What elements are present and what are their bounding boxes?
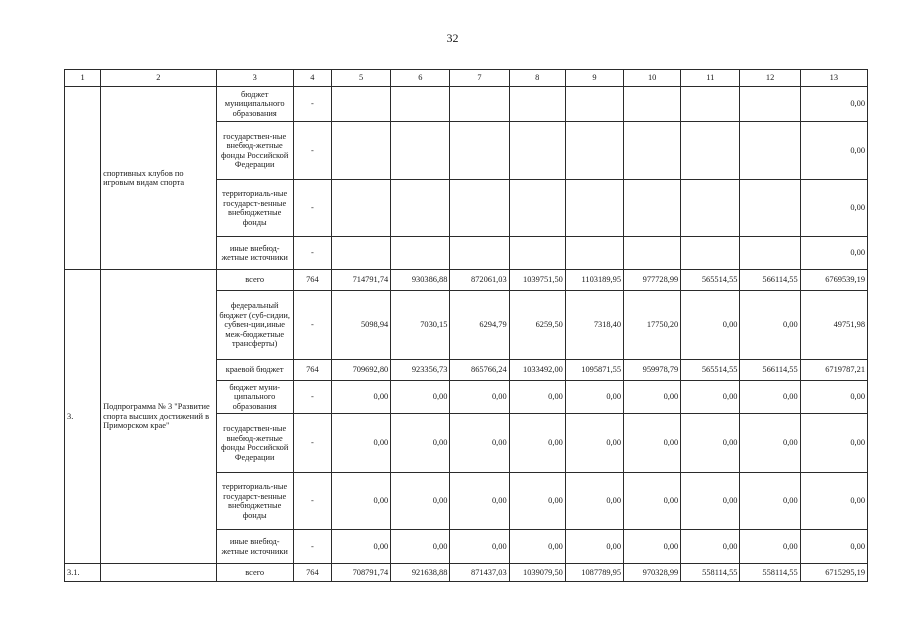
value-cell: 0,00 xyxy=(450,473,509,530)
value-cell: 7030,15 xyxy=(391,291,450,360)
value-cell xyxy=(331,122,390,180)
value-cell: 930386,88 xyxy=(391,270,450,291)
value-cell xyxy=(450,87,509,122)
funding-source-cell: государствен-ные внебюд-жетные фонды Российской Федерации xyxy=(216,122,293,180)
value-cell xyxy=(681,180,740,237)
table-header-row xyxy=(65,70,868,87)
value-cell: 0,00 xyxy=(740,291,800,360)
column-number-5: 5 xyxy=(331,70,390,87)
program-name-cell: Подпрограмма № 3 "Развитие спорта высших достижений в Приморском крае" xyxy=(101,270,216,564)
value-cell: 872061,03 xyxy=(450,270,509,291)
value-cell: 0,00 xyxy=(565,381,623,414)
value-cell xyxy=(681,122,740,180)
column-number-13: 13 xyxy=(800,70,867,87)
table-row xyxy=(65,270,868,291)
budget-table xyxy=(64,69,868,582)
value-cell xyxy=(624,180,681,237)
value-cell xyxy=(624,87,681,122)
funding-source-cell: бюджет муни-ципального образования xyxy=(216,381,293,414)
value-cell: 0,00 xyxy=(331,414,390,473)
value-cell: 1087789,95 xyxy=(565,564,623,582)
row-index-cell xyxy=(65,87,101,270)
value-cell: 709692,80 xyxy=(331,360,390,381)
value-cell xyxy=(391,87,450,122)
value-cell: 977728,99 xyxy=(624,270,681,291)
value-cell: 0,00 xyxy=(565,473,623,530)
value-cell xyxy=(450,122,509,180)
table-row xyxy=(65,564,868,582)
value-cell: 565514,55 xyxy=(681,270,740,291)
value-cell: 1039079,50 xyxy=(509,564,565,582)
code-cell: - xyxy=(293,530,331,564)
funding-source-cell: краевой бюджет xyxy=(216,360,293,381)
program-name-cell: спортивных клубов по игровым видам спорта xyxy=(101,87,216,270)
value-cell: 0,00 xyxy=(740,530,800,564)
funding-source-cell: государствен-ные внебюд-жетные фонды Российской Федерации xyxy=(216,414,293,473)
value-cell: 0,00 xyxy=(800,87,867,122)
value-cell: 714791,74 xyxy=(331,270,390,291)
value-cell xyxy=(450,237,509,270)
value-cell xyxy=(740,122,800,180)
column-number-10: 10 xyxy=(624,70,681,87)
value-cell xyxy=(509,87,565,122)
value-cell: 0,00 xyxy=(565,530,623,564)
value-cell: 708791,74 xyxy=(331,564,390,582)
value-cell: 1095871,55 xyxy=(565,360,623,381)
value-cell xyxy=(565,87,623,122)
funding-source-cell: всего xyxy=(216,270,293,291)
value-cell: 0,00 xyxy=(391,381,450,414)
value-cell: 959978,79 xyxy=(624,360,681,381)
value-cell: 0,00 xyxy=(509,530,565,564)
column-number-6: 6 xyxy=(391,70,450,87)
value-cell: 0,00 xyxy=(740,381,800,414)
value-cell: 0,00 xyxy=(800,381,867,414)
value-cell: 0,00 xyxy=(740,473,800,530)
column-number-9: 9 xyxy=(565,70,623,87)
code-cell: - xyxy=(293,87,331,122)
value-cell: 0,00 xyxy=(624,473,681,530)
value-cell: 0,00 xyxy=(681,414,740,473)
funding-source-cell: территориаль-ные государст-венные внебюджетные фонды xyxy=(216,180,293,237)
value-cell: 6719787,21 xyxy=(800,360,867,381)
value-cell: 0,00 xyxy=(800,530,867,564)
value-cell: 0,00 xyxy=(624,530,681,564)
value-cell xyxy=(391,180,450,237)
column-number-4: 4 xyxy=(293,70,331,87)
value-cell: 6769539,19 xyxy=(800,270,867,291)
value-cell xyxy=(681,87,740,122)
value-cell: 565514,55 xyxy=(681,360,740,381)
value-cell xyxy=(331,87,390,122)
code-cell: 764 xyxy=(293,270,331,291)
value-cell xyxy=(740,237,800,270)
value-cell: 558114,55 xyxy=(740,564,800,582)
funding-source-cell: территориаль-ные государст-венные внебюджетные фонды xyxy=(216,473,293,530)
code-cell: 764 xyxy=(293,564,331,582)
value-cell: 923356,73 xyxy=(391,360,450,381)
value-cell xyxy=(331,237,390,270)
value-cell: 0,00 xyxy=(509,381,565,414)
value-cell xyxy=(391,122,450,180)
code-cell: - xyxy=(293,237,331,270)
value-cell: 0,00 xyxy=(331,530,390,564)
program-name-cell xyxy=(101,564,216,582)
code-cell: - xyxy=(293,291,331,360)
value-cell: 558114,55 xyxy=(681,564,740,582)
value-cell: 0,00 xyxy=(565,414,623,473)
value-cell: 0,00 xyxy=(681,291,740,360)
value-cell: 7318,40 xyxy=(565,291,623,360)
value-cell xyxy=(565,180,623,237)
funding-source-cell: иные внебюд-жетные источники xyxy=(216,530,293,564)
value-cell: 17750,20 xyxy=(624,291,681,360)
column-number-1: 1 xyxy=(65,70,101,87)
column-number-8: 8 xyxy=(509,70,565,87)
value-cell: 49751,98 xyxy=(800,291,867,360)
table-row xyxy=(65,87,868,122)
value-cell: 865766,24 xyxy=(450,360,509,381)
value-cell: 970328,99 xyxy=(624,564,681,582)
value-cell xyxy=(624,122,681,180)
value-cell: 0,00 xyxy=(740,414,800,473)
value-cell xyxy=(740,180,800,237)
value-cell xyxy=(450,180,509,237)
value-cell: 0,00 xyxy=(800,473,867,530)
code-cell: 764 xyxy=(293,360,331,381)
code-cell: - xyxy=(293,414,331,473)
value-cell xyxy=(565,122,623,180)
value-cell: 6715295,19 xyxy=(800,564,867,582)
value-cell xyxy=(391,237,450,270)
column-number-11: 11 xyxy=(681,70,740,87)
value-cell: 1103189,95 xyxy=(565,270,623,291)
value-cell: 0,00 xyxy=(681,473,740,530)
page-number: 32 xyxy=(446,31,459,45)
value-cell: 6259,50 xyxy=(509,291,565,360)
value-cell: 0,00 xyxy=(331,381,390,414)
value-cell: 921638,88 xyxy=(391,564,450,582)
value-cell: 0,00 xyxy=(391,473,450,530)
funding-source-cell: федеральный бюджет (суб-сидии, субвен-ции,иные меж-бюджетные трансферты) xyxy=(216,291,293,360)
value-cell: 0,00 xyxy=(450,381,509,414)
value-cell: 0,00 xyxy=(391,530,450,564)
value-cell: 0,00 xyxy=(450,530,509,564)
value-cell: 0,00 xyxy=(509,473,565,530)
funding-source-cell: бюджет муниципального образования xyxy=(216,87,293,122)
value-cell xyxy=(565,237,623,270)
value-cell: 0,00 xyxy=(681,530,740,564)
value-cell: 0,00 xyxy=(509,414,565,473)
value-cell: 1033492,00 xyxy=(509,360,565,381)
value-cell: 0,00 xyxy=(624,414,681,473)
value-cell: 566114,55 xyxy=(740,360,800,381)
value-cell xyxy=(509,237,565,270)
row-index-cell: 3.1. xyxy=(65,564,101,582)
column-number-7: 7 xyxy=(450,70,509,87)
value-cell: 0,00 xyxy=(624,381,681,414)
value-cell xyxy=(509,122,565,180)
code-cell: - xyxy=(293,122,331,180)
value-cell xyxy=(331,180,390,237)
value-cell: 0,00 xyxy=(800,237,867,270)
value-cell: 0,00 xyxy=(450,414,509,473)
column-number-3: 3 xyxy=(216,70,293,87)
value-cell xyxy=(624,237,681,270)
value-cell: 0,00 xyxy=(331,473,390,530)
column-number-12: 12 xyxy=(740,70,800,87)
funding-source-cell: иные внебюд-жетные источники xyxy=(216,237,293,270)
column-number-2: 2 xyxy=(101,70,216,87)
value-cell: 0,00 xyxy=(800,180,867,237)
funding-source-cell: всего xyxy=(216,564,293,582)
row-index-cell: 3. xyxy=(65,270,101,564)
value-cell: 6294,79 xyxy=(450,291,509,360)
code-cell: - xyxy=(293,381,331,414)
value-cell xyxy=(740,87,800,122)
code-cell: - xyxy=(293,180,331,237)
value-cell: 566114,55 xyxy=(740,270,800,291)
value-cell xyxy=(681,237,740,270)
value-cell: 0,00 xyxy=(681,381,740,414)
code-cell: - xyxy=(293,473,331,530)
value-cell xyxy=(509,180,565,237)
value-cell: 871437,03 xyxy=(450,564,509,582)
value-cell: 0,00 xyxy=(800,122,867,180)
value-cell: 1039751,50 xyxy=(509,270,565,291)
value-cell: 5098,94 xyxy=(331,291,390,360)
value-cell: 0,00 xyxy=(800,414,867,473)
value-cell: 0,00 xyxy=(391,414,450,473)
